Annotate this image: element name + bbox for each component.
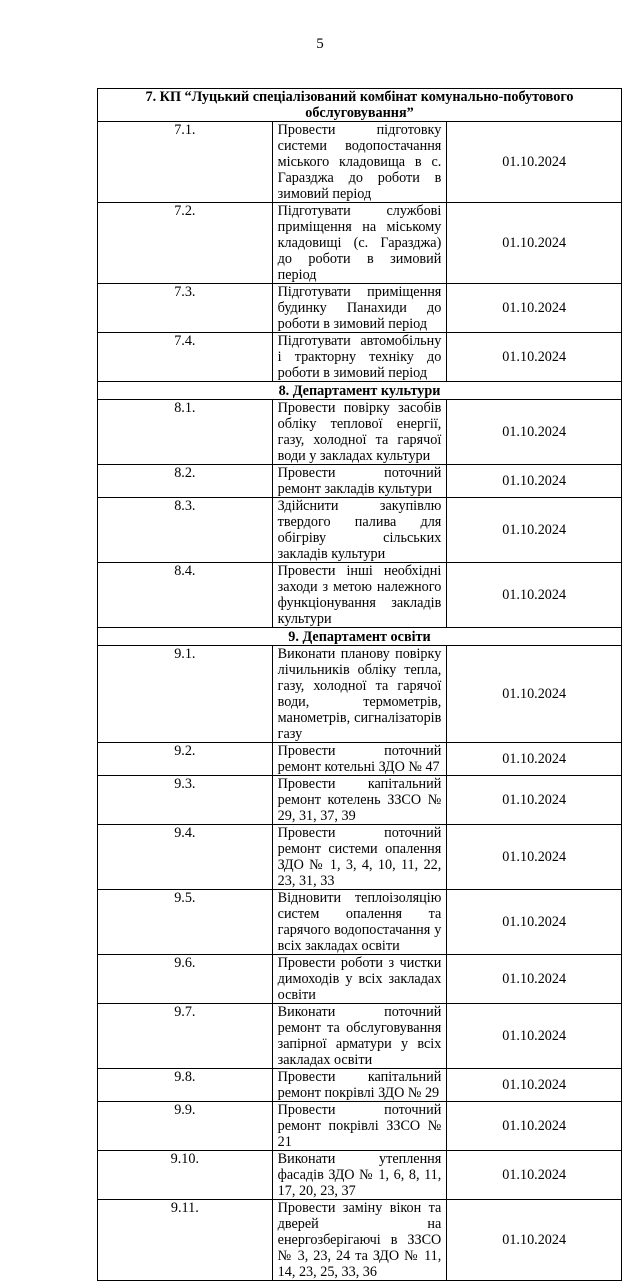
table-row xyxy=(98,776,622,825)
row-deadline: 01.10.2024 xyxy=(447,1200,622,1281)
row-task: Підготувати автомобільну і тракторну техніку до роботи в зимовий період xyxy=(272,333,447,382)
row-deadline: 01.10.2024 xyxy=(447,122,622,203)
row-number: 7.3. xyxy=(98,284,273,333)
page-number: 5 xyxy=(316,36,324,52)
table-row xyxy=(98,1102,622,1151)
table-row xyxy=(98,825,622,890)
row-number: 8.3. xyxy=(98,498,273,563)
section-title: 8. Департамент культури xyxy=(98,382,622,400)
row-task: Провести поточний ремонт системи опалення ЗДО № 1, 3, 4, 10, 11, 22, 23, 31, 33 xyxy=(272,825,447,890)
row-task: Провести підготовку системи водопостачання міського кладовища в с. Гаразджа до роботи в зимовий період xyxy=(272,122,447,203)
row-number: 8.4. xyxy=(98,563,273,628)
row-number: 9.6. xyxy=(98,955,273,1004)
row-task: Провести поточний ремонт закладів культури xyxy=(272,465,447,498)
row-deadline: 01.10.2024 xyxy=(447,890,622,955)
row-number: 9.11. xyxy=(98,1200,273,1281)
row-task: Підготувати службові приміщення на міському кладовищі (с. Гаразджа) до роботи в зимовий період xyxy=(272,203,447,284)
section-header-row xyxy=(98,382,622,400)
row-deadline: 01.10.2024 xyxy=(447,825,622,890)
row-deadline: 01.10.2024 xyxy=(447,284,622,333)
row-number: 9.7. xyxy=(98,1004,273,1069)
section-title: 7. КП “Луцький спеціалізований комбінат комунально-побутового обслуговування” xyxy=(98,89,622,122)
table-row xyxy=(98,743,622,776)
row-task: Підготувати приміщення будинку Панахиди до роботи в зимовий період xyxy=(272,284,447,333)
row-number: 9.8. xyxy=(98,1069,273,1102)
table-row xyxy=(98,1151,622,1200)
row-deadline: 01.10.2024 xyxy=(447,1004,622,1069)
row-number: 9.10. xyxy=(98,1151,273,1200)
row-task: Виконати планову повірку лічильників обліку тепла, газу, холодної та гарячої води, термометрів, манометрів, сигналізаторів газу xyxy=(272,646,447,743)
row-task: Виконати утеплення фасадів ЗДО № 1, 6, 8, 11, 17, 20, 23, 37 xyxy=(272,1151,447,1200)
row-number: 9.5. xyxy=(98,890,273,955)
row-number: 9.1. xyxy=(98,646,273,743)
table-row xyxy=(98,465,622,498)
table-row xyxy=(98,400,622,465)
section-title: 9. Департамент освіти xyxy=(98,628,622,646)
section-header-row xyxy=(98,628,622,646)
row-task: Відновити теплоізоляцію систем опалення та гарячого водопостачання у всіх закладах освіти xyxy=(272,890,447,955)
table-row xyxy=(98,203,622,284)
row-deadline: 01.10.2024 xyxy=(447,955,622,1004)
row-task: Провести поточний ремонт котельні ЗДО № 47 xyxy=(272,743,447,776)
row-deadline: 01.10.2024 xyxy=(447,1069,622,1102)
row-number: 8.2. xyxy=(98,465,273,498)
row-number: 9.4. xyxy=(98,825,273,890)
row-task: Провести заміну вікон та дверей на енергозберігаючі в ЗЗСО № 3, 23, 24 та ЗДО № 11, 14, 23, 25, 33, 36 xyxy=(272,1200,447,1281)
table-row xyxy=(98,1200,622,1281)
table-row xyxy=(98,284,622,333)
row-task: Провести повірку засобів обліку теплової енергії, газу, холодної та гарячої води у закладах культури xyxy=(272,400,447,465)
row-deadline: 01.10.2024 xyxy=(447,776,622,825)
row-number: 7.4. xyxy=(98,333,273,382)
table-row xyxy=(98,1069,622,1102)
row-task: Провести інші необхідні заходи з метою належного функціонування закладів культури xyxy=(272,563,447,628)
table-row xyxy=(98,890,622,955)
row-task: Провести капітальний ремонт котелень ЗЗСО № 29, 31, 37, 39 xyxy=(272,776,447,825)
table-row xyxy=(98,646,622,743)
row-task: Виконати поточний ремонт та обслуговування запірної арматури у всіх закладах освіти xyxy=(272,1004,447,1069)
row-deadline: 01.10.2024 xyxy=(447,743,622,776)
measures-table-body xyxy=(98,89,622,1281)
row-deadline: 01.10.2024 xyxy=(447,203,622,284)
row-number: 7.2. xyxy=(98,203,273,284)
table-row xyxy=(98,955,622,1004)
row-number: 9.2. xyxy=(98,743,273,776)
row-deadline: 01.10.2024 xyxy=(447,646,622,743)
row-number: 7.1. xyxy=(98,122,273,203)
table-row xyxy=(98,333,622,382)
row-task: Здійснити закупівлю твердого палива для обігріву сільських закладів культури xyxy=(272,498,447,563)
row-task: Провести роботи з чистки димоходів у всіх закладах освіти xyxy=(272,955,447,1004)
row-deadline: 01.10.2024 xyxy=(447,465,622,498)
section-header-row xyxy=(98,89,622,122)
table-row xyxy=(98,122,622,203)
row-deadline: 01.10.2024 xyxy=(447,563,622,628)
row-deadline: 01.10.2024 xyxy=(447,498,622,563)
table-row xyxy=(98,1004,622,1069)
row-deadline: 01.10.2024 xyxy=(447,400,622,465)
row-number: 9.3. xyxy=(98,776,273,825)
row-task: Провести поточний ремонт покрівлі ЗЗСО № 21 xyxy=(272,1102,447,1151)
row-deadline: 01.10.2024 xyxy=(447,1102,622,1151)
row-number: 9.9. xyxy=(98,1102,273,1151)
row-deadline: 01.10.2024 xyxy=(447,333,622,382)
table-row xyxy=(98,563,622,628)
row-deadline: 01.10.2024 xyxy=(447,1151,622,1200)
table-row xyxy=(98,498,622,563)
row-task: Провести капітальний ремонт покрівлі ЗДО № 29 xyxy=(272,1069,447,1102)
row-number: 8.1. xyxy=(98,400,273,465)
measures-table xyxy=(97,88,622,1281)
